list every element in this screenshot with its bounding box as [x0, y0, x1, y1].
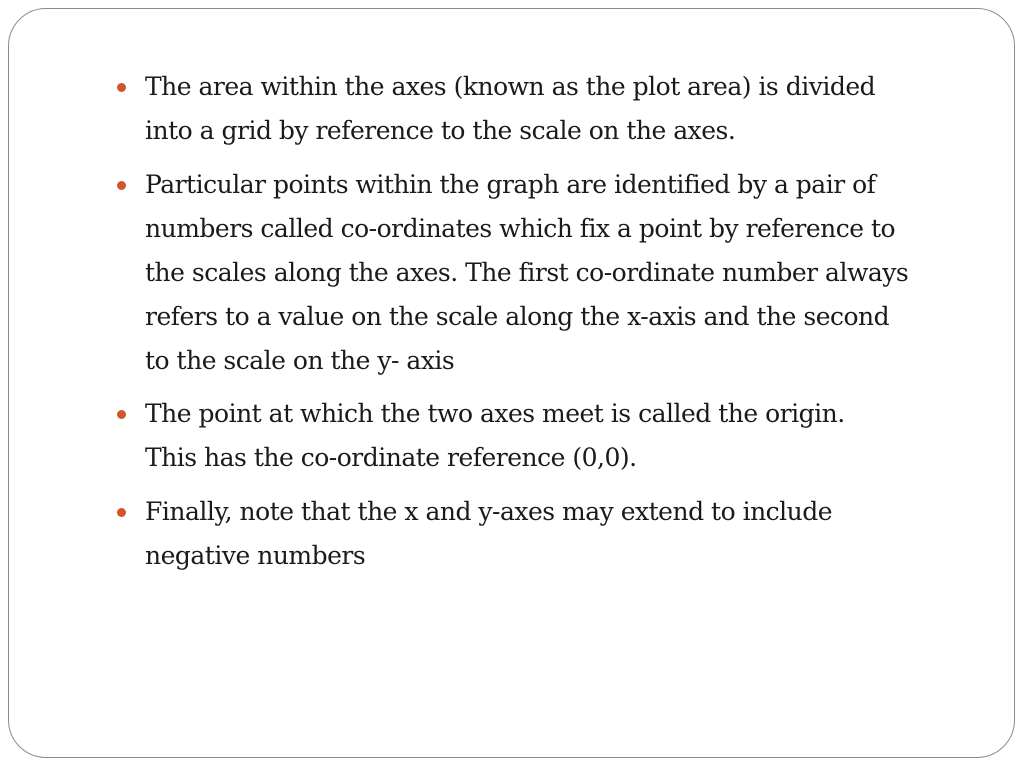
bullet-dot-icon [117, 410, 126, 419]
bullet-dot-icon [117, 83, 126, 92]
bullet-text: The point at which the two axes meet is called the origin. This has the co-ordinate reference (0,0). [145, 399, 845, 472]
slide-frame [8, 8, 1015, 758]
bullet-text: Particular points within the graph are identified by a pair of numbers called co-ordinates which fix a point by reference to the scales along the axes. The first co-ordinate number always refers to a value on the scale along the x-axis and the second to the scale on the y- axis [145, 170, 909, 375]
bullet-dot-icon [117, 181, 126, 190]
bullet-text: Finally, note that the x and y-axes may extend to include negative numbers [145, 497, 833, 570]
bullet-dot-icon [117, 508, 126, 517]
bullet-text: The area within the axes (known as the plot area) is divided into a grid by reference to the scale on the axes. [145, 72, 876, 145]
